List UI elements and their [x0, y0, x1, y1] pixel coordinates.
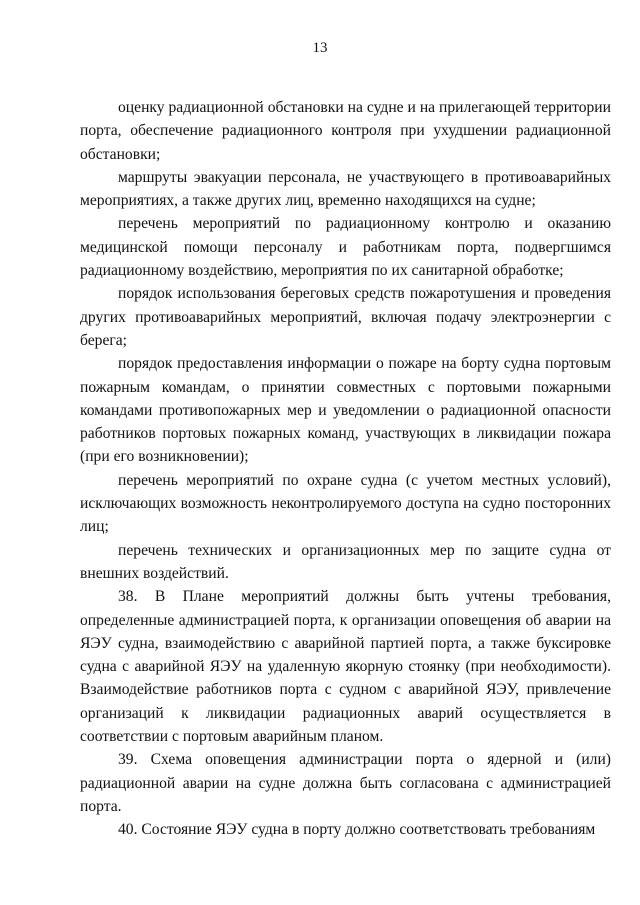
paragraph-shore-firefighting: порядок использования береговых средств пожаротушения и проведения других противоаварийных мероприятий, включая подачу электроэнергии с берега; — [80, 285, 611, 349]
page-number: 13 — [312, 40, 328, 56]
paragraph-external-protection: перечень технических и организационных мер по защите судна от внешних воздействий. — [80, 541, 611, 582]
paragraph-item-39: 39. Схема оповещения администрации порта о ядерной и (или) радиационной аварии на судне должна быть согласована с администрацией порта. — [80, 751, 611, 815]
paragraph-evacuation-routes: маршруты эвакуации персонала, не участвующего в противоаварийных мероприятиях, а также других лиц, временно находящихся на судне; — [80, 168, 611, 210]
paragraph-fire-information: порядок предоставления информации о пожаре на борту судна портовым пожарным командам, о принятии совместных с портовыми пожарными командами противопожарных мер и уведомлении о радиационной опасности работников портовых пожарных команд, участвующих в ликвидации пожара (при его возникновении); — [80, 355, 611, 466]
paragraph-radiation-assessment: оценку радиационной обстановки на судне и на прилегающей территории порта, обеспечение радиационного контроля при ухудшении радиационной обстановки; — [80, 99, 611, 163]
paragraph-vessel-security: перечень мероприятий по охране судна (с учетом местных условий), исключающих возможность неконтролируемого доступа на судно посторонних лиц; — [80, 471, 611, 536]
paragraph-item-40: 40. Состояние ЯЭУ судна в порту должно соответствовать требованиям — [118, 821, 596, 839]
paragraph-item-38: 38. В Плане мероприятий должны быть учтены требования, определенные администрацией порта, к организации оповещения об аварии на ЯЭУ судна, взаимодействию с аварийной партией порта, а также буксировке судна с аварийной ЯЭУ на удаленную якорную стоянку (при необходимости). Взаимодействие работников порта с судном с аварийной ЯЭУ, привлечение организаций к ликвидации радиационных аварий осуществляется в соответствии с портовым аварийным планом. — [80, 588, 611, 746]
paragraph-radiation-control-measures: перечень мероприятий по радиационному контролю и оказанию медицинской помощи персоналу и работникам порта, подвергшимся радиационному воздействию, мероприятия по их санитарной обработке; — [80, 215, 611, 280]
document-body — [80, 96, 611, 842]
